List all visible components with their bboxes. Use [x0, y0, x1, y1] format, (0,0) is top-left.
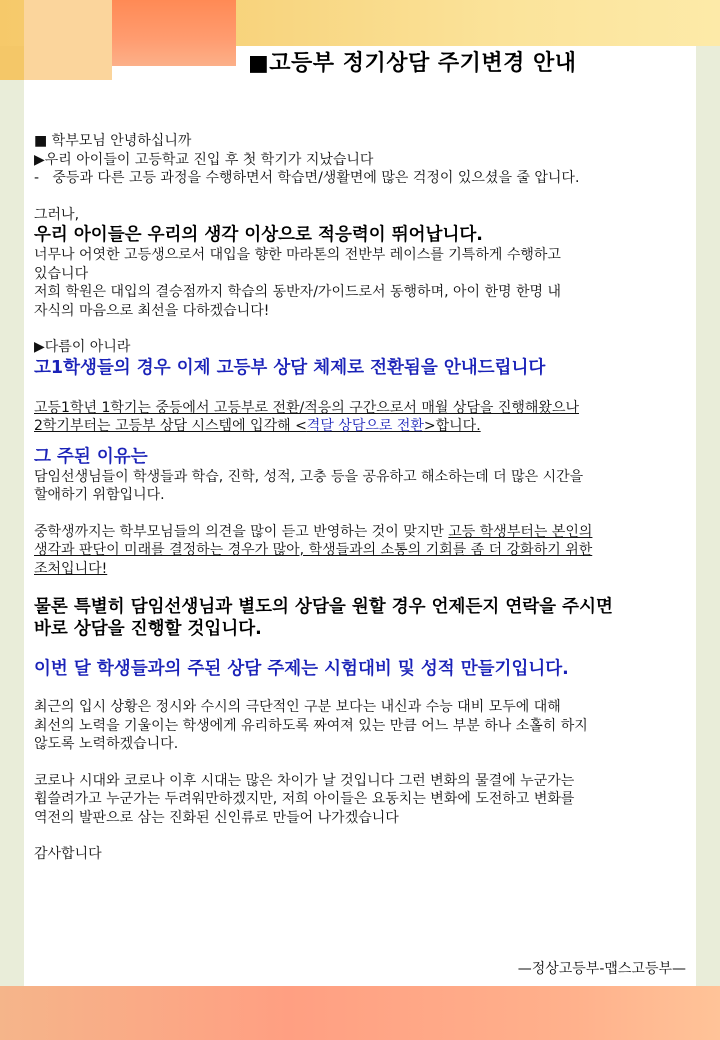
top-decor-orange-block: [112, 0, 236, 66]
letter-body: [34, 132, 694, 864]
greeting-line: - 중등과 다른 고등 과정을 수행하면서 학습면/생활면에 많은 걱정이 있으셨을 줄 압니다.: [34, 170, 580, 186]
however-body-line: 너무나 어엿한 고등생으로서 대입을 향한 마라톤의 전반부 레이스를 기특하게 수행하고: [34, 247, 561, 263]
notice-highlight: 격달 상담으로 전환: [306, 418, 424, 434]
corona-body-line: 휩쓸려가고 누군가는 두려워만하겠지만, 저희 아이들은 요동치는 변화에 도전하고 변화를: [34, 791, 575, 807]
notice-intro: ▶다름이 아니라: [34, 339, 131, 355]
corona-body-line: 코로나 시대와 코로나 이후 시대는 많은 차이가 날 것입니다 그런 변화의 물결에 누군가는: [34, 772, 575, 789]
notice-headline: 고1학생들의 경우 이제 고등부 상담 체제로 전환됨을 안내드립니다: [34, 357, 546, 378]
left-frame: [0, 0, 24, 1040]
topic-body-line: 최선의 노력을 기울이는 학생에게 유리하도록 짜여져 있는 만큼 어느 부분 하나 소홀히 하지: [34, 717, 588, 734]
notice-detail-line: 2학기부터는 고등부 상담 시스템에 입각해 <격달 상담으로 전환>합니다.: [34, 418, 481, 434]
reason-body-line: 할애하기 위함입니다.: [34, 487, 165, 503]
thanks-line: 감사합니다: [34, 846, 102, 862]
page-title: ■고등부 정기상담 주기변경 안내: [248, 51, 577, 76]
top-decor-yellow-block: [0, 46, 24, 80]
however-body-line: 자식의 마음으로 최선을 다하겠습니다!: [34, 302, 270, 319]
bottom-decor-band: [0, 986, 720, 1040]
reason-body-line: 담임선생님들이 학생들과 학습, 진학, 성적, 고충 등을 공유하고 해소하는데 더 많은 시간을: [34, 468, 584, 485]
signature: —정상고등부-맵스고등부—: [517, 961, 686, 977]
top-decor-peach-block: [24, 0, 112, 80]
however-headline: 우리 아이들은 우리의 생각 이상으로 적응력이 뛰어납니다.: [34, 225, 483, 245]
however-intro: 그러나,: [34, 206, 80, 223]
however-body-line: 있습니다: [34, 265, 89, 282]
middle-line: 조처입니다!: [34, 560, 108, 577]
topic-body-line: 않도록 노력하겠습니다.: [34, 736, 179, 752]
greeting-line: ■ 학부모님 안녕하십니까: [34, 133, 192, 149]
greeting-line: ▶우리 아이들이 고등학교 진입 후 첫 학기가 지났습니다: [34, 151, 374, 168]
special-line: 바로 상담을 진행할 것입니다.: [34, 619, 262, 639]
topic-headline: 이번 달 학생들과의 주된 상담 주제는 시험대비 및 성적 만들기입니다.: [34, 659, 569, 679]
however-body-line: 저희 학원은 대입의 결승점까지 학습의 동반자/가이드로서 동행하며, 아이 한명 한명 내: [34, 284, 562, 300]
topic-body-line: 최근의 입시 상황은 정시와 수시의 극단적인 구분 보다는 내신과 수능 대비 모두에 대해: [34, 699, 561, 715]
middle-line: 생각과 판단이 미래를 결정하는 경우가 많아, 학생들과의 소통의 기회를 좀 더 강화하기 위한: [34, 542, 593, 558]
special-line: 물론 특별히 담임선생님과 별도의 상담을 원할 경우 언제든지 연락을 주시면: [34, 597, 613, 617]
reason-heading: 그 주된 이유는: [34, 446, 148, 467]
corona-body-line: 역전의 발판으로 삼는 진화된 신인류로 만들어 나가겠습니다: [34, 809, 399, 826]
right-frame: [696, 0, 720, 1040]
notice-detail-line: 고등1학년 1학기는 중등에서 고등부로 전환/적응의 구간으로서 매월 상담을 진행해왔으나: [34, 399, 579, 416]
middle-line: 중학생까지는 학부모님들의 의견을 많이 듣고 반영하는 것이 맞지만 고등 학생부터는 본인의: [34, 523, 593, 540]
